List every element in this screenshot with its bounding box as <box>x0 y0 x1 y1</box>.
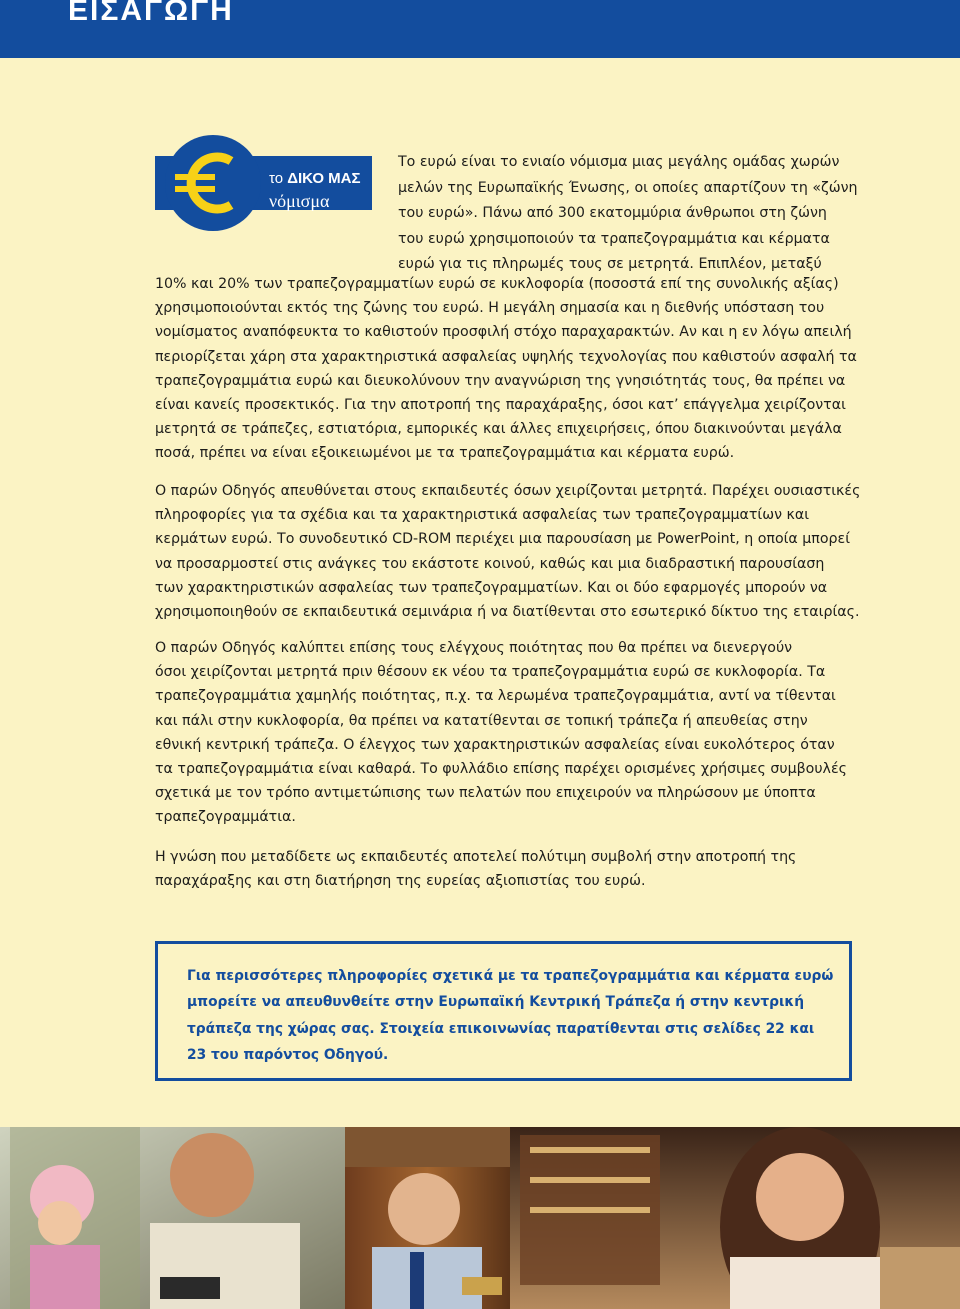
text-line: είναι κανείς προσεκτικός. Για την αποτροπή της παραχάραξης, όσοι κατ’ επάγγελμα χειρίζονται <box>155 396 846 413</box>
man-head <box>170 1133 254 1217</box>
text-line: παραχάραξης και στη διατήρηση της ευρείας αξιοπιστίας του ευρώ. <box>155 873 646 890</box>
intro-side-text <box>398 150 858 278</box>
text-line: περιορίζεται χάρη στα χαρακτηριστικά ασφαλείας υψηλής τεχνολογίας που καθιστούν ασφαλή τα <box>155 348 857 365</box>
logo-line-2: νόμισμα <box>269 191 330 211</box>
paragraph-quality-checks <box>155 636 847 830</box>
text-line: κερμάτων ευρώ. Το συνοδευτικό CD-ROM περιέχει μια παρουσίαση με PowerPoint, η οποία μπορεί <box>155 531 851 548</box>
info-box <box>155 941 852 1081</box>
clerk-head <box>388 1173 460 1245</box>
text-line: 10% και 20% των τραπεζογραμματίων ευρώ σε κυκλοφορία (ποσοστά επί της συνολικής αξίας) <box>155 276 839 292</box>
text-line: Ο παρών Οδηγός καλύπτει επίσης τους ελέγχους ποιότητας που θα πρέπει να διενεργούν <box>155 640 793 656</box>
text-line: εθνική κεντρική τράπεζα. Ο έλεγχος των χαρακτηριστικών ασφαλείας είναι ευκολότερος όταν <box>155 736 835 753</box>
text-line: ευρώ για τις πληρωμές τους σε μετρητά. Επιπλέον, μεταξύ <box>398 256 822 272</box>
text-line: τα τραπεζογραμμάτια είναι καθαρά. Το φυλλάδιο επίσης παρέχει ορισμένες χρήσιμες συμβουλές <box>155 760 847 777</box>
text-line: μετρητά σε τράπεζες, εστιατόρια, εμπορικές και άλλες επιχειρήσεις, όπου διακινούνται μεγάλα <box>155 421 842 438</box>
info-box-text <box>187 963 833 1068</box>
info-line: 23 του παρόντος Οδηγού. <box>187 1046 389 1063</box>
logo-text <box>269 168 361 212</box>
photo-collage-image <box>0 1127 960 1309</box>
logo-line-1 <box>269 168 361 190</box>
text-line: μελών της Ευρωπαϊκής Ένωσης, οι οποίες απαρτίζουν τη «ζώνη <box>398 179 858 196</box>
text-line: χρησιμοποιηθούν σε εκπαιδευτικά σεμινάρια ή να διατίθενται στο εσωτερικό δίκτυο της εταιρίας. <box>155 603 860 620</box>
text-line: Ο παρών Οδηγός απευθύνεται στους εκπαιδευτές όσων χειρίζονται μετρητά. Παρέχει ουσιαστικές <box>155 483 861 499</box>
paragraph-closing <box>155 845 796 893</box>
text-line: τραπεζογραμμάτια. <box>155 809 296 826</box>
euro-sign-icon <box>173 143 253 223</box>
text-line: του ευρώ χρησιμοποιούν τα τραπεζογραμμάτια και κέρματα <box>398 230 830 247</box>
text-line: πληροφορίες για τα σχέδια και τα χαρακτηριστικά ασφαλείας των τραπεζογραμματίων και <box>155 507 810 524</box>
text-line: τραπεζογραμμάτια χαμηλής ποιότητας, π.χ. τα λερωμένα τραπεζογραμμάτια, αντί να τίθενται <box>155 688 836 705</box>
logo-prefix: το <box>269 170 284 187</box>
photo-strip <box>0 1127 960 1309</box>
text-line: ποσά, πρέπει να είναι εξοικειωμένοι με τα τραπεζογραμμάτια και κέρματα ευρώ. <box>155 445 735 462</box>
text-line: Το ευρώ είναι το ενιαίο νόμισμα μιας μεγάλης ομάδας χωρών <box>398 154 840 170</box>
text-line: των χαρακτηριστικών ασφαλείας των τραπεζογραμματίων. Και οι δύο εφαρμογές μπορούν να <box>155 579 828 596</box>
info-line: Για περισσότερες πληροφορίες σχετικά με τα τραπεζογραμμάτια και κέρματα ευρώ <box>187 968 834 984</box>
logo-bold: ΔΙΚΟ ΜΑΣ <box>287 170 361 187</box>
text-line: τραπεζογραμμάτια ευρώ και διευκολύνουν την αναγνώριση της γνησιότητάς τους, θα πρέπει να <box>155 372 846 389</box>
intro-full-text <box>155 272 857 466</box>
info-line: τράπεζα της χώρας σας. Στοιχεία επικοινωνίας παρατίθενται στις σελίδες 22 και <box>187 1020 815 1037</box>
woman-head <box>756 1153 844 1241</box>
page-title: ΕΙΣΑΓΩΓΗ <box>68 0 234 27</box>
text-line: του ευρώ». Πάνω από 300 εκατομμύρια άνθρωποι στη ζώνη <box>398 205 827 221</box>
header-bar <box>0 0 960 58</box>
text-line: σχετικά με τον τρόπο αντιμετώπισης των πελατών που επιχειρούν να πληρώσουν με ύποπτα <box>155 785 816 802</box>
text-line: και πάλι στην κυκλοφορία, θα πρέπει να κατατίθενται σε τοπική τράπεζα ή απευθείας στην <box>155 712 808 729</box>
text-line: χρησιμοποιούνται εκτός της ζώνης του ευρώ. Η μεγάλη σημασία και η διεθνής υπόσταση του <box>155 300 825 317</box>
info-line: μπορείτε να απευθυνθείτε στην Ευρωπαϊκή Κεντρική Τράπεζα ή στην κεντρική <box>187 994 805 1011</box>
euro-logo <box>155 135 372 231</box>
text-line: Η γνώση που μεταδίδετε ως εκπαιδευτές αποτελεί πολύτιμη συμβολή στην αποτροπή της <box>155 849 797 865</box>
text-line: να προσαρμοστεί στις ανάγκες του εκάστοτε κοινού, καθώς και μια διαδραστική παρουσίαση <box>155 555 825 572</box>
text-line: νομίσματος αναπόφευκτα το καθιστούν προσφιλή στόχο παραχαρακτών. Αν και η εν λόγω απειλή <box>155 324 852 341</box>
paragraph-guide-audience <box>155 479 860 624</box>
text-line: όσοι χειρίζονται μετρητά πριν θέσουν εκ νέου τα τραπεζογραμμάτια ευρώ σε κυκλοφορία. Τα <box>155 664 826 681</box>
